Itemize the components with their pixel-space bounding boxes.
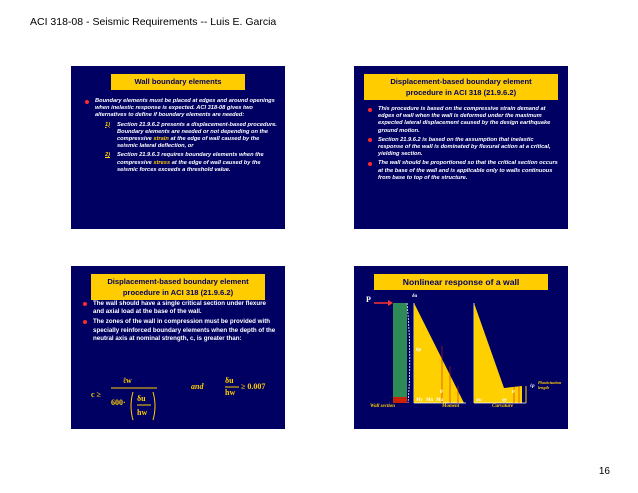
formula-inner-den: hw — [137, 408, 148, 417]
load-arrowhead — [388, 300, 393, 306]
bullet-text: The zones of the wall in compression must be provided with specially reinforced boundary elements when the depth of the neutral axis at nominal strength, c, is greater than: — [93, 318, 276, 342]
curvature-zero-label: 0 — [512, 390, 515, 395]
slide-nonlinear-response — [354, 266, 568, 429]
highlight-word: stress — [153, 159, 171, 166]
slide-title: Nonlinear response of a wall — [374, 274, 548, 290]
slide-title — [91, 274, 265, 300]
plastic-length-label: Plasticization length — [538, 380, 562, 390]
bullet-text: Boundary elements must be placed at edges and around openings when inelastic response is expected. ACI 318-08 gives two alternatives to define if boundary elements are needed: — [95, 98, 275, 119]
moment-axis-label: Moment — [442, 404, 460, 409]
moment-zero-label: 0 — [440, 390, 443, 395]
boundary-element-formula — [91, 376, 281, 422]
highlight-word: strain — [153, 136, 169, 143]
slide-displacement-procedure — [354, 66, 568, 229]
list-item — [83, 300, 277, 316]
formula-cond-num: δu — [225, 376, 234, 385]
slide-title — [364, 74, 558, 100]
slide-displacement-criteria — [71, 266, 285, 429]
bullet-list — [85, 98, 277, 176]
bullet-icon — [368, 162, 372, 166]
curvature-axis-label: Curvature — [492, 404, 514, 409]
delta-u-label: δu — [412, 294, 418, 299]
sub-item-text: Section 21.9.6.2 presents a displacement-based procedure. Boundary elements are needed or not depending on the compressive — [117, 121, 277, 143]
sub-item-text: at the edge of wall caused by the seismic lateral deflection, or — [117, 136, 260, 150]
sub-item-1 — [95, 122, 277, 151]
bullet-icon — [368, 108, 372, 112]
list-item — [368, 137, 560, 159]
sub-item-text: Section 21.9.6.3 requires boundary elements when the compressive — [117, 152, 264, 166]
list-item — [368, 160, 560, 182]
formula-denominator-prefix: 600· — [111, 398, 126, 407]
wall-section-label: Wall section — [370, 404, 396, 409]
phi-u-label: φu — [476, 398, 482, 403]
slide-title: Wall boundary elements — [111, 74, 245, 90]
bullet-text: Section 21.9.6.2 is based on the assumption that inelastic response of the wall is dominated by flexural action at a critical, yielding section. — [378, 136, 551, 158]
bullet-text: This procedure is based on the compressive strain demand at edges of wall when the wall is deformed under the maximum expected lateral displacement caused by the design earthquake ground motion. — [378, 106, 551, 134]
formula-lhs: c ≥ — [91, 390, 101, 399]
sub-item-number: 2) — [105, 152, 111, 159]
load-label: P — [366, 295, 371, 304]
sub-item-number: 1) — [105, 121, 111, 128]
sub-item-2 — [95, 152, 277, 174]
bullet-icon — [85, 100, 89, 104]
formula-cond-rhs: ≥ 0.007 — [241, 382, 266, 391]
list-item — [83, 318, 277, 343]
bullet-text: The wall should have a single critical section under flexure and axial load at the base of the wall. — [93, 300, 266, 316]
curvature-diagram — [474, 303, 522, 403]
slide-title-line: procedure in ACI 318 (21.9.6.2) — [122, 288, 234, 297]
bullet-text: The wall should be proportioned so that the critical section occurs at the base of the wall and is applicable only to walls continuous from base to top of the structure. — [378, 160, 558, 181]
moment-mn-label: Mn — [426, 398, 434, 403]
list-item — [368, 106, 560, 135]
rotation-label: θp — [416, 348, 422, 353]
page-number: 16 — [598, 466, 610, 477]
deflected-shape — [407, 303, 410, 403]
slide-title-line: Displacement-based boundary element — [107, 277, 249, 286]
slide-title-line: procedure in ACI 318 (21.9.6.2) — [405, 88, 517, 97]
bullet-icon — [83, 320, 87, 324]
formula-and: and — [191, 382, 204, 391]
document-header-title: ACI 318-08 - Seismic Requirements -- Luis E. Garcia — [30, 16, 277, 28]
plastic-zone — [393, 397, 407, 403]
slide-wall-boundary-elements — [71, 66, 285, 229]
list-item — [85, 98, 277, 174]
moment-mu-label: Mu — [436, 398, 444, 403]
slide-title-line: Displacement-based boundary element — [390, 77, 532, 86]
formula-numerator: ℓw — [123, 376, 132, 385]
bullet-list — [368, 106, 560, 184]
moment-diagram — [414, 303, 464, 403]
plastic-length-symbol: ℓp — [530, 384, 535, 389]
sub-item-text: at the edge of wall caused by the seismic forces exceeds a threshold value. — [117, 159, 261, 173]
bullet-icon — [83, 302, 87, 306]
bullet-icon — [368, 138, 372, 142]
bullet-list — [83, 300, 277, 345]
formula-cond-den: hw — [225, 388, 236, 397]
wall-body — [393, 303, 407, 403]
formula-inner-num: δu — [137, 394, 146, 403]
moment-my-label: My — [416, 398, 423, 403]
phi-y-label: φy — [502, 398, 508, 403]
